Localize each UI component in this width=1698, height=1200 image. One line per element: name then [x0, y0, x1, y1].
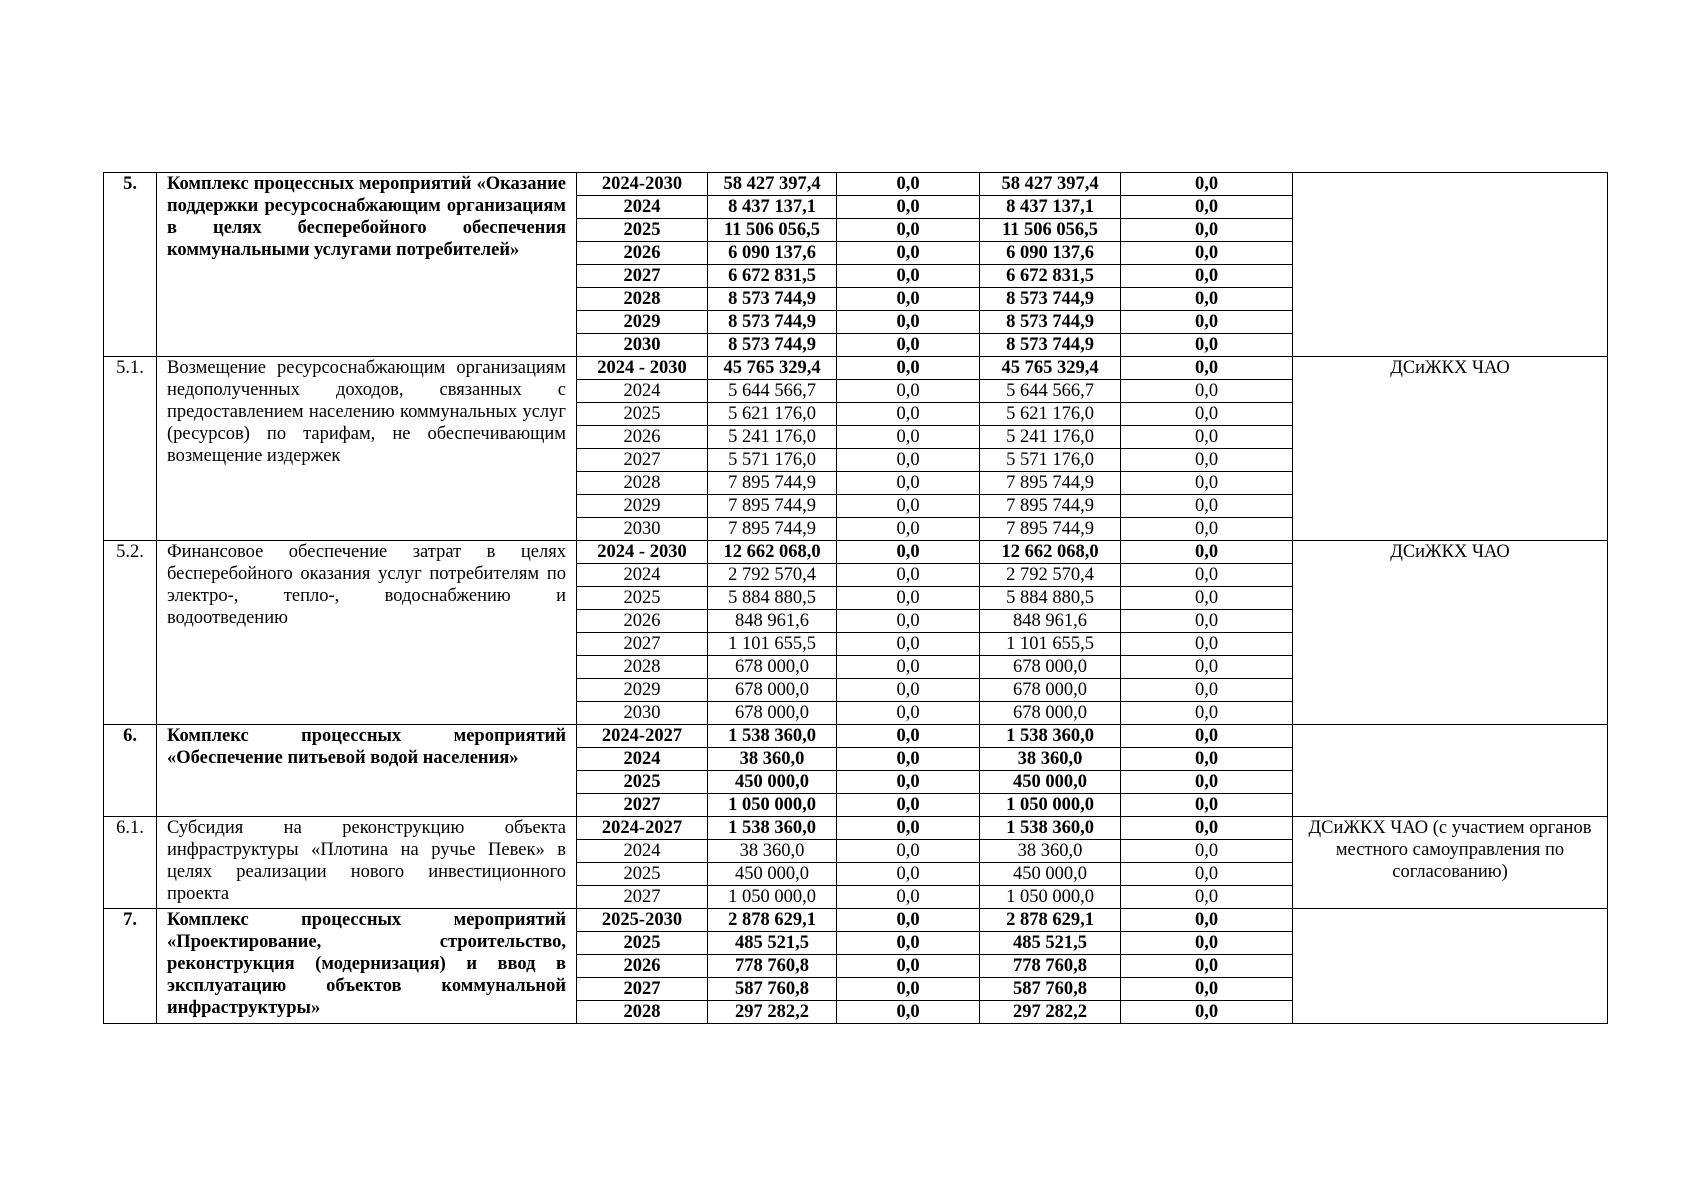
total-amount-cell: 38 360,0 [708, 748, 837, 771]
total-amount-cell: 6 672 831,5 [708, 265, 837, 288]
federal-budget-cell: 0,0 [837, 495, 980, 518]
item-name: Комплекс процессных мероприятий «Проектирование, строительство, реконструкция (модернизация) и ввод в эксплуатацию объектов коммунальной инфраструктуры» [157, 909, 577, 1024]
period-cell: 2029 [577, 495, 708, 518]
other-sources-cell: 0,0 [1121, 449, 1293, 472]
total-amount-cell: 5 241 176,0 [708, 426, 837, 449]
period-cell: 2026 [577, 426, 708, 449]
regional-budget-cell: 8 573 744,9 [980, 311, 1121, 334]
period-cell: 2024-2027 [577, 817, 708, 840]
period-cell: 2025-2030 [577, 909, 708, 932]
total-amount-cell: 5 571 176,0 [708, 449, 837, 472]
period-cell: 2024 [577, 564, 708, 587]
total-amount-cell: 678 000,0 [708, 656, 837, 679]
period-cell: 2024 [577, 748, 708, 771]
total-amount-cell: 778 760,8 [708, 955, 837, 978]
item-number: 5.2. [104, 541, 157, 725]
period-cell: 2024 [577, 380, 708, 403]
other-sources-cell: 0,0 [1121, 955, 1293, 978]
executor-cell [1293, 909, 1608, 1024]
regional-budget-cell: 678 000,0 [980, 656, 1121, 679]
regional-budget-cell: 45 765 329,4 [980, 357, 1121, 380]
other-sources-cell: 0,0 [1121, 541, 1293, 564]
federal-budget-cell: 0,0 [837, 702, 980, 725]
federal-budget-cell: 0,0 [837, 656, 980, 679]
other-sources-cell: 0,0 [1121, 380, 1293, 403]
regional-budget-cell: 297 282,2 [980, 1001, 1121, 1024]
other-sources-cell: 0,0 [1121, 932, 1293, 955]
total-amount-cell: 6 090 137,6 [708, 242, 837, 265]
total-amount-cell: 5 644 566,7 [708, 380, 837, 403]
total-amount-cell: 7 895 744,9 [708, 472, 837, 495]
federal-budget-cell: 0,0 [837, 357, 980, 380]
period-cell: 2024 - 2030 [577, 541, 708, 564]
period-cell: 2025 [577, 771, 708, 794]
other-sources-cell: 0,0 [1121, 633, 1293, 656]
item-name: Субсидия на реконструкцию объекта инфраструктуры «Плотина на ручье Певек» в целях реализации нового инвестиционного проекта [157, 817, 577, 909]
federal-budget-cell: 0,0 [837, 380, 980, 403]
federal-budget-cell: 0,0 [837, 219, 980, 242]
total-amount-cell: 1 050 000,0 [708, 794, 837, 817]
table-row [104, 909, 1608, 932]
period-cell: 2024 [577, 196, 708, 219]
federal-budget-cell: 0,0 [837, 610, 980, 633]
regional-budget-cell: 1 538 360,0 [980, 817, 1121, 840]
total-amount-cell: 5 884 880,5 [708, 587, 837, 610]
period-cell: 2025 [577, 932, 708, 955]
federal-budget-cell: 0,0 [837, 403, 980, 426]
period-cell: 2025 [577, 403, 708, 426]
federal-budget-cell: 0,0 [837, 472, 980, 495]
period-cell: 2027 [577, 265, 708, 288]
federal-budget-cell: 0,0 [837, 242, 980, 265]
federal-budget-cell: 0,0 [837, 1001, 980, 1024]
regional-budget-cell: 7 895 744,9 [980, 472, 1121, 495]
other-sources-cell: 0,0 [1121, 495, 1293, 518]
federal-budget-cell: 0,0 [837, 518, 980, 541]
regional-budget-cell: 5 884 880,5 [980, 587, 1121, 610]
other-sources-cell: 0,0 [1121, 771, 1293, 794]
other-sources-cell: 0,0 [1121, 909, 1293, 932]
regional-budget-cell: 848 961,6 [980, 610, 1121, 633]
federal-budget-cell: 0,0 [837, 909, 980, 932]
regional-budget-cell: 5 241 176,0 [980, 426, 1121, 449]
regional-budget-cell: 450 000,0 [980, 863, 1121, 886]
total-amount-cell: 7 895 744,9 [708, 518, 837, 541]
federal-budget-cell: 0,0 [837, 288, 980, 311]
federal-budget-cell: 0,0 [837, 541, 980, 564]
federal-budget-cell: 0,0 [837, 173, 980, 196]
period-cell: 2028 [577, 1001, 708, 1024]
federal-budget-cell: 0,0 [837, 748, 980, 771]
period-cell: 2029 [577, 311, 708, 334]
federal-budget-cell: 0,0 [837, 886, 980, 909]
table-row [104, 541, 1608, 564]
other-sources-cell: 0,0 [1121, 173, 1293, 196]
period-cell: 2024 - 2030 [577, 357, 708, 380]
other-sources-cell: 0,0 [1121, 886, 1293, 909]
federal-budget-cell: 0,0 [837, 817, 980, 840]
period-cell: 2024-2027 [577, 725, 708, 748]
regional-budget-cell: 2 792 570,4 [980, 564, 1121, 587]
executor-cell [1293, 173, 1608, 357]
period-cell: 2028 [577, 656, 708, 679]
total-amount-cell: 678 000,0 [708, 702, 837, 725]
period-cell: 2028 [577, 472, 708, 495]
period-cell: 2024-2030 [577, 173, 708, 196]
total-amount-cell: 297 282,2 [708, 1001, 837, 1024]
period-cell: 2027 [577, 978, 708, 1001]
total-amount-cell: 450 000,0 [708, 863, 837, 886]
federal-budget-cell: 0,0 [837, 955, 980, 978]
period-cell: 2026 [577, 955, 708, 978]
regional-budget-cell: 8 437 137,1 [980, 196, 1121, 219]
executor-cell: ДСиЖКХ ЧАО (с участием органов местного самоуправления по согласованию) [1293, 817, 1608, 909]
regional-budget-cell: 58 427 397,4 [980, 173, 1121, 196]
total-amount-cell: 1 538 360,0 [708, 725, 837, 748]
regional-budget-cell: 450 000,0 [980, 771, 1121, 794]
period-cell: 2027 [577, 886, 708, 909]
total-amount-cell: 8 573 744,9 [708, 334, 837, 357]
item-number: 6. [104, 725, 157, 817]
federal-budget-cell: 0,0 [837, 725, 980, 748]
other-sources-cell: 0,0 [1121, 403, 1293, 426]
regional-budget-cell: 6 090 137,6 [980, 242, 1121, 265]
federal-budget-cell: 0,0 [837, 334, 980, 357]
regional-budget-cell: 778 760,8 [980, 955, 1121, 978]
other-sources-cell: 0,0 [1121, 357, 1293, 380]
table-row [104, 357, 1608, 380]
federal-budget-cell: 0,0 [837, 771, 980, 794]
regional-budget-cell: 6 672 831,5 [980, 265, 1121, 288]
table-body [104, 173, 1608, 1024]
regional-budget-cell: 11 506 056,5 [980, 219, 1121, 242]
other-sources-cell: 0,0 [1121, 794, 1293, 817]
federal-budget-cell: 0,0 [837, 679, 980, 702]
period-cell: 2030 [577, 702, 708, 725]
item-name: Финансовое обеспечение затрат в целях бесперебойного оказания услуг потребителям по электро-, тепло-, водоснабжению и водоотведению [157, 541, 577, 725]
other-sources-cell: 0,0 [1121, 242, 1293, 265]
other-sources-cell: 0,0 [1121, 219, 1293, 242]
federal-budget-cell: 0,0 [837, 840, 980, 863]
other-sources-cell: 0,0 [1121, 564, 1293, 587]
federal-budget-cell: 0,0 [837, 587, 980, 610]
other-sources-cell: 0,0 [1121, 679, 1293, 702]
total-amount-cell: 12 662 068,0 [708, 541, 837, 564]
other-sources-cell: 0,0 [1121, 656, 1293, 679]
total-amount-cell: 485 521,5 [708, 932, 837, 955]
table-row [104, 725, 1608, 748]
federal-budget-cell: 0,0 [837, 794, 980, 817]
other-sources-cell: 0,0 [1121, 311, 1293, 334]
total-amount-cell: 1 050 000,0 [708, 886, 837, 909]
other-sources-cell: 0,0 [1121, 978, 1293, 1001]
table-row [104, 173, 1608, 196]
federal-budget-cell: 0,0 [837, 978, 980, 1001]
other-sources-cell: 0,0 [1121, 840, 1293, 863]
total-amount-cell: 678 000,0 [708, 679, 837, 702]
total-amount-cell: 38 360,0 [708, 840, 837, 863]
table-row [104, 817, 1608, 840]
other-sources-cell: 0,0 [1121, 196, 1293, 219]
total-amount-cell: 587 760,8 [708, 978, 837, 1001]
total-amount-cell: 58 427 397,4 [708, 173, 837, 196]
total-amount-cell: 2 878 629,1 [708, 909, 837, 932]
other-sources-cell: 0,0 [1121, 518, 1293, 541]
item-number: 5. [104, 173, 157, 357]
item-name: Комплекс процессных мероприятий «Оказание поддержки ресурсоснабжающим организациям в целях бесперебойного обеспечения коммунальными услугами потребителей» [157, 173, 577, 357]
regional-budget-cell: 1 050 000,0 [980, 886, 1121, 909]
period-cell: 2025 [577, 219, 708, 242]
regional-budget-cell: 7 895 744,9 [980, 518, 1121, 541]
federal-budget-cell: 0,0 [837, 426, 980, 449]
total-amount-cell: 450 000,0 [708, 771, 837, 794]
total-amount-cell: 8 573 744,9 [708, 288, 837, 311]
total-amount-cell: 7 895 744,9 [708, 495, 837, 518]
other-sources-cell: 0,0 [1121, 748, 1293, 771]
regional-budget-cell: 38 360,0 [980, 840, 1121, 863]
total-amount-cell: 848 961,6 [708, 610, 837, 633]
regional-budget-cell: 678 000,0 [980, 702, 1121, 725]
other-sources-cell: 0,0 [1121, 587, 1293, 610]
item-number: 5.1. [104, 357, 157, 541]
federal-budget-cell: 0,0 [837, 633, 980, 656]
period-cell: 2025 [577, 587, 708, 610]
executor-cell [1293, 725, 1608, 817]
total-amount-cell: 2 792 570,4 [708, 564, 837, 587]
other-sources-cell: 0,0 [1121, 288, 1293, 311]
executor-cell: ДСиЖКХ ЧАО [1293, 357, 1608, 541]
period-cell: 2030 [577, 334, 708, 357]
period-cell: 2025 [577, 863, 708, 886]
other-sources-cell: 0,0 [1121, 334, 1293, 357]
total-amount-cell: 1 101 655,5 [708, 633, 837, 656]
regional-budget-cell: 8 573 744,9 [980, 288, 1121, 311]
federal-budget-cell: 0,0 [837, 311, 980, 334]
other-sources-cell: 0,0 [1121, 610, 1293, 633]
period-cell: 2028 [577, 288, 708, 311]
period-cell: 2026 [577, 610, 708, 633]
regional-budget-cell: 38 360,0 [980, 748, 1121, 771]
other-sources-cell: 0,0 [1121, 817, 1293, 840]
other-sources-cell: 0,0 [1121, 1001, 1293, 1024]
regional-budget-cell: 5 644 566,7 [980, 380, 1121, 403]
executor-cell: ДСиЖКХ ЧАО [1293, 541, 1608, 725]
item-name: Комплекс процессных мероприятий «Обеспечение питьевой водой населения» [157, 725, 577, 817]
regional-budget-cell: 8 573 744,9 [980, 334, 1121, 357]
total-amount-cell: 8 573 744,9 [708, 311, 837, 334]
federal-budget-cell: 0,0 [837, 932, 980, 955]
other-sources-cell: 0,0 [1121, 265, 1293, 288]
federal-budget-cell: 0,0 [837, 449, 980, 472]
total-amount-cell: 45 765 329,4 [708, 357, 837, 380]
other-sources-cell: 0,0 [1121, 472, 1293, 495]
total-amount-cell: 11 506 056,5 [708, 219, 837, 242]
regional-budget-cell: 1 101 655,5 [980, 633, 1121, 656]
item-number: 6.1. [104, 817, 157, 909]
total-amount-cell: 1 538 360,0 [708, 817, 837, 840]
regional-budget-cell: 587 760,8 [980, 978, 1121, 1001]
federal-budget-cell: 0,0 [837, 564, 980, 587]
other-sources-cell: 0,0 [1121, 725, 1293, 748]
period-cell: 2027 [577, 449, 708, 472]
federal-budget-cell: 0,0 [837, 265, 980, 288]
period-cell: 2030 [577, 518, 708, 541]
other-sources-cell: 0,0 [1121, 702, 1293, 725]
regional-budget-cell: 1 538 360,0 [980, 725, 1121, 748]
regional-budget-cell: 2 878 629,1 [980, 909, 1121, 932]
regional-budget-cell: 485 521,5 [980, 932, 1121, 955]
regional-budget-cell: 5 621 176,0 [980, 403, 1121, 426]
period-cell: 2029 [577, 679, 708, 702]
item-name: Возмещение ресурсоснабжающим организациям недополученных доходов, связанных с предоставлением населению коммунальных услуг (ресурсов) по тарифам, не обеспечивающим возмещение издержек [157, 357, 577, 541]
period-cell: 2024 [577, 840, 708, 863]
item-number: 7. [104, 909, 157, 1024]
program-funding-table [103, 172, 1608, 1024]
regional-budget-cell: 1 050 000,0 [980, 794, 1121, 817]
period-cell: 2027 [577, 633, 708, 656]
regional-budget-cell: 678 000,0 [980, 679, 1121, 702]
total-amount-cell: 8 437 137,1 [708, 196, 837, 219]
federal-budget-cell: 0,0 [837, 863, 980, 886]
other-sources-cell: 0,0 [1121, 863, 1293, 886]
total-amount-cell: 5 621 176,0 [708, 403, 837, 426]
regional-budget-cell: 7 895 744,9 [980, 495, 1121, 518]
other-sources-cell: 0,0 [1121, 426, 1293, 449]
regional-budget-cell: 5 571 176,0 [980, 449, 1121, 472]
period-cell: 2026 [577, 242, 708, 265]
regional-budget-cell: 12 662 068,0 [980, 541, 1121, 564]
period-cell: 2027 [577, 794, 708, 817]
federal-budget-cell: 0,0 [837, 196, 980, 219]
